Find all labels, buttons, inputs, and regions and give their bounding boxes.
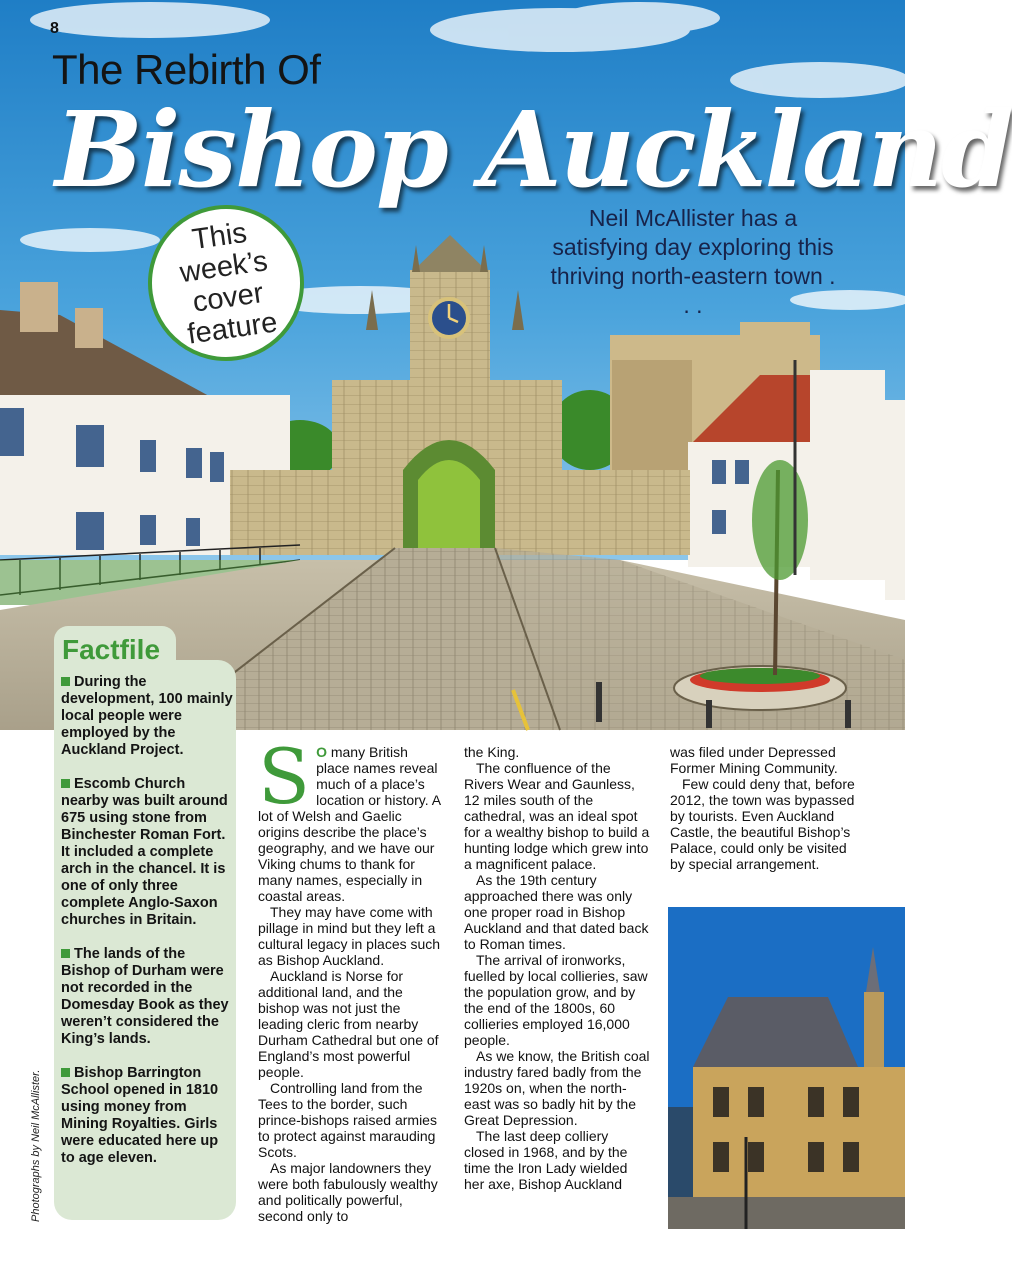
- lead-letter: O: [316, 744, 327, 760]
- article-column-3: [670, 744, 856, 872]
- fact-item: [61, 946, 233, 1048]
- fact-item: [61, 1065, 233, 1167]
- photo-credit: Photographs by Neil McAllister.: [30, 1069, 42, 1222]
- article-paragraph: the King.: [464, 744, 520, 760]
- article-column-1: [258, 732, 444, 1224]
- standfirst: Neil McAllister has a satisfying day exploring this thriving north-eastern town . . .: [550, 205, 836, 318]
- town-hall-photo: [668, 907, 905, 1229]
- fact-item: [61, 776, 233, 929]
- bullet-square-icon: [61, 779, 70, 788]
- fact-text: During the development, 100 mainly local people were employed by the Auckland Project.: [61, 674, 233, 758]
- article-paragraph: Controlling land from the Tees to the border, such prince-bishops raised armies to protect against marauding Scots.: [258, 1080, 437, 1160]
- town-hall-illustration: [668, 907, 905, 1229]
- article-paragraph: [258, 732, 444, 904]
- cover-feature-badge-text: This week’s cover feature: [177, 216, 280, 351]
- factfile-title: Factfile: [62, 634, 161, 665]
- fact-text: Escomb Church nearby was built around 675 using stone from Binchester Roman Fort. It included a complete arch in the chancel. It is one of only three complete Anglo-Saxon churches in Britain.: [61, 776, 228, 928]
- drop-cap: S: [258, 732, 311, 821]
- article-paragraph: As the 19th century approached there was only one proper road in Bishop Auckland and that dated back to Roman times.: [464, 872, 649, 952]
- fact-text: The lands of the Bishop of Durham were not recorded in the Domesday Book as they weren’t considered the King’s lands.: [61, 946, 229, 1047]
- bullet-square-icon: [61, 949, 70, 958]
- page-number: 8: [50, 20, 59, 37]
- article-paragraph: Auckland is Norse for additional land, and the bishop was not just the leading cleric from nearby Durham Cathedral but one of England’s most powerful people.: [258, 968, 439, 1080]
- bullet-square-icon: [61, 1068, 70, 1077]
- bullet-square-icon: [61, 677, 70, 686]
- factfile-list: [61, 674, 233, 1184]
- headline-kicker: The Rebirth Of: [52, 46, 321, 93]
- fact-item: [61, 674, 233, 759]
- article-column-2: [464, 744, 650, 1192]
- article-paragraph: As we know, the British coal industry fared badly from the 1920s on, when the north-east was so badly hit by the Great Depression.: [464, 1048, 650, 1128]
- article-paragraph: The last deep colliery closed in 1968, and by the time the Iron Lady wielded her axe, Bishop Auckland: [464, 1128, 628, 1192]
- article-paragraph: The confluence of the Rivers Wear and Gaunless, 12 miles south of the cathedral, was an ideal spot for a wealthy bishop to build a hunting lodge which grew into a magnificent palace.: [464, 760, 650, 872]
- article-paragraph: As major landowners they were both fabulously wealthy and politically powerful, second only to: [258, 1160, 438, 1224]
- headline-title: Bishop Auckland: [55, 88, 1012, 211]
- fact-text: Bishop Barrington School opened in 1810 using money from Mining Royalties. Girls were educated here up to age eleven.: [61, 1065, 219, 1166]
- paragraph-text: many British place names reveal much of a place’s location or history. A lot of Welsh and Gaelic origins describe the place’s geography, and we have our Viking chums to thank for many names, especially in coastal areas.: [258, 744, 441, 904]
- article-paragraph: The arrival of ironworks, fuelled by local collieries, saw the population grow, and by the end of the 1800s, 60 collieries employed 16,000 people.: [464, 952, 648, 1048]
- article-paragraph: was filed under Depressed Former Mining Community.: [670, 744, 838, 776]
- article-paragraph: They may have come with pillage in mind but they left a cultural legacy in places such as Bishop Auckland.: [258, 904, 441, 968]
- article-paragraph: Few could deny that, before 2012, the town was bypassed by tourists. Even Auckland Castle, the beautiful Bishop’s Palace, could only be visited by special arrangement.: [670, 776, 855, 872]
